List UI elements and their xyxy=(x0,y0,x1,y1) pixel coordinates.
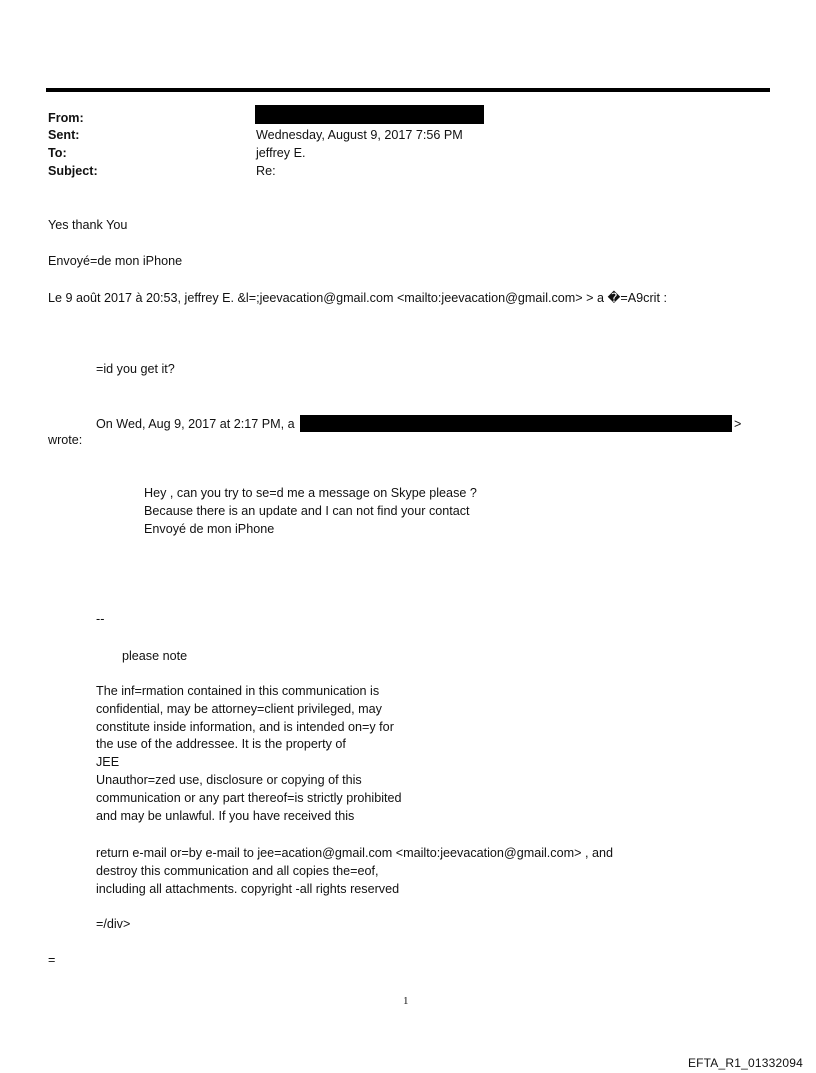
from-redaction xyxy=(255,105,484,124)
body-line-quote-header: Le 9 août 2017 à 20:53, jeffrey E. &l=;jeevacation@gmail.com <mailto:jeevacation@gmail.com> > a �=A9crit : xyxy=(48,291,667,305)
disclaimer-line: confidential, may be attorney=client privileged, may xyxy=(96,701,382,716)
please-note: please note xyxy=(122,649,188,663)
bates-number: EFTA_R1_01332094 xyxy=(687,1056,803,1070)
return-instructions xyxy=(96,845,613,898)
trailing-equals: = xyxy=(48,953,56,967)
return-line: return e-mail or=by e-mail to jee=acation@gmail.com <mailto:jeevacation@gmail.com> , and xyxy=(96,846,613,860)
to-value: jeffrey E. xyxy=(256,146,306,160)
body-line-thanks: Yes thank You xyxy=(48,218,128,232)
subject-label: Subject: xyxy=(48,164,98,178)
disclaimer-line: JEE xyxy=(96,755,120,770)
div-close: =/div> xyxy=(96,917,131,931)
body-line-envoye: Envoyé=de mon iPhone xyxy=(48,254,183,268)
subject-value: Re: xyxy=(256,164,276,178)
signature-dashes: -- xyxy=(96,612,105,626)
sent-label: Sent: xyxy=(48,128,80,142)
disclaimer xyxy=(96,683,402,825)
inner-line: Envoyé de mon iPhone xyxy=(144,521,275,536)
disclaimer-line: the use of the addressee. It is the property of xyxy=(96,737,346,752)
quote-line-on-wed: On Wed, Aug 9, 2017 at 2:17 PM, a xyxy=(96,417,295,431)
disclaimer-line: Unauthor=zed use, disclosure or copying of this xyxy=(96,772,362,787)
inner-line: Because there is an update and I can not find your contact xyxy=(144,503,470,518)
page-number: 1 xyxy=(403,995,409,1007)
disclaimer-line: constitute inside information, and is intended on=y for xyxy=(96,719,394,734)
return-line: destroy this communication and all copies the=eof, xyxy=(96,863,379,878)
sent-value: Wednesday, August 9, 2017 7:56 PM xyxy=(256,128,463,142)
inner-line: Hey , can you try to se=d me a message on Skype please ? xyxy=(144,486,477,500)
quote-line-did-you-get-it: =id you get it? xyxy=(96,362,175,376)
quote-line-wrote: wrote: xyxy=(48,433,83,447)
disclaimer-line: The inf=rmation contained in this communication is xyxy=(96,684,380,698)
return-line: including all attachments. copyright -all rights reserved xyxy=(96,881,400,896)
inner-message xyxy=(144,485,477,538)
from-label: From: xyxy=(48,111,84,125)
disclaimer-line: communication or any part thereof=is strictly prohibited xyxy=(96,790,402,805)
quote-line-angle: > xyxy=(734,417,742,431)
sender-redaction xyxy=(300,415,732,432)
disclaimer-line: and may be unlawful. If you have received this xyxy=(96,808,355,823)
header-rule xyxy=(46,88,770,92)
to-label: To: xyxy=(48,146,67,160)
